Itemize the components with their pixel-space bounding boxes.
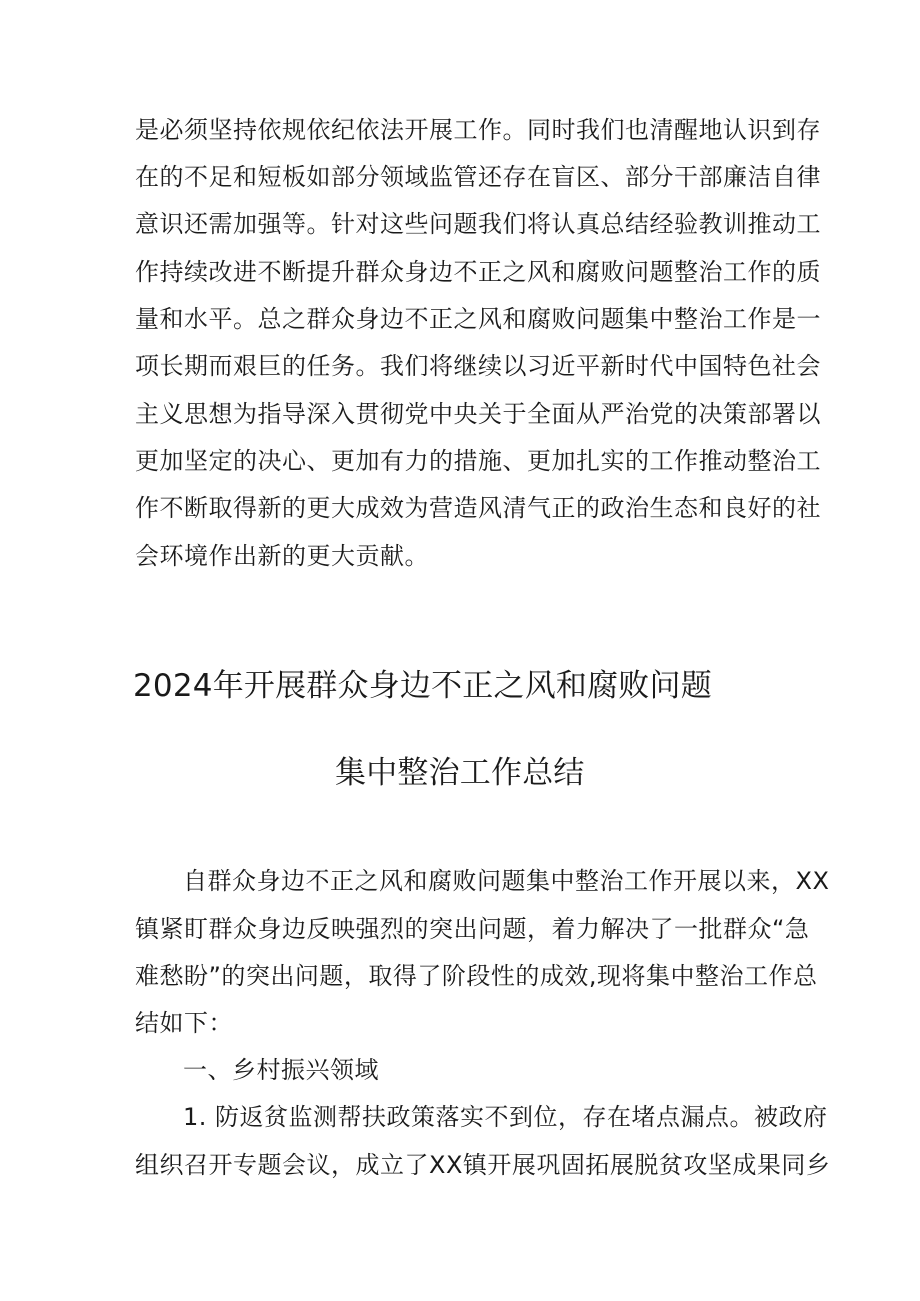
paragraph-line: 主义思想为指导深入贯彻党中央关于全面从严治党的决策部署以: [135, 400, 821, 428]
paragraph-line: 组织召开专题会议，成立了XX镇开展巩固拓展脱贫攻坚成果同乡: [135, 1151, 831, 1179]
paragraph-line: 1. 防返贫监测帮扶政策落实不到位，存在堵点漏点。被政府: [183, 1103, 828, 1131]
paragraph-line: 自群众身边不正之风和腐败问题集中整治工作开展以来，XX: [183, 867, 830, 895]
paragraph-line: 项长期而艰巨的任务。我们将继续以习近平新时代中国特色社会: [135, 352, 821, 380]
paragraph-line: 作持续改进不断提升群众身边不正之风和腐败问题整治工作的质: [135, 258, 821, 286]
title-line-2: 集中整治工作总结: [335, 755, 585, 791]
paragraph-line: 会环境作出新的更大贡献。: [135, 542, 429, 570]
paragraph-line: 量和水平。总之群众身边不正之风和腐败问题集中整治工作是一: [135, 305, 821, 333]
paragraph-line: 意识还需加强等。针对这些问题我们将认真总结经验教训推动工: [135, 210, 821, 238]
paragraph-line: 镇紧盯群众身边反映强烈的突出问题，着力解决了一批群众“急: [135, 915, 810, 943]
paragraph-line: 更加坚定的决心、更加有力的措施、更加扎实的工作推动整治工: [135, 447, 821, 475]
paragraph-line: 在的不足和短板如部分领域监管还存在盲区、部分干部廉洁自律: [135, 163, 821, 191]
section-heading: 一、乡村振兴领域: [183, 1056, 379, 1084]
paragraph-line: 是必须坚持依规依纪依法开展工作。同时我们也清醒地认识到存: [135, 116, 821, 144]
title-line-1: 2024年开展群众身边不正之风和腐败问题: [133, 668, 712, 704]
paragraph-line: 难愁盼”的突出问题，取得了阶段性的成效,现将集中整治工作总: [135, 962, 818, 990]
paragraph-line: 作不断取得新的更大成效为营造风清气正的政治生态和良好的社: [135, 494, 821, 522]
paragraph-line: 结如下：: [135, 1009, 233, 1037]
